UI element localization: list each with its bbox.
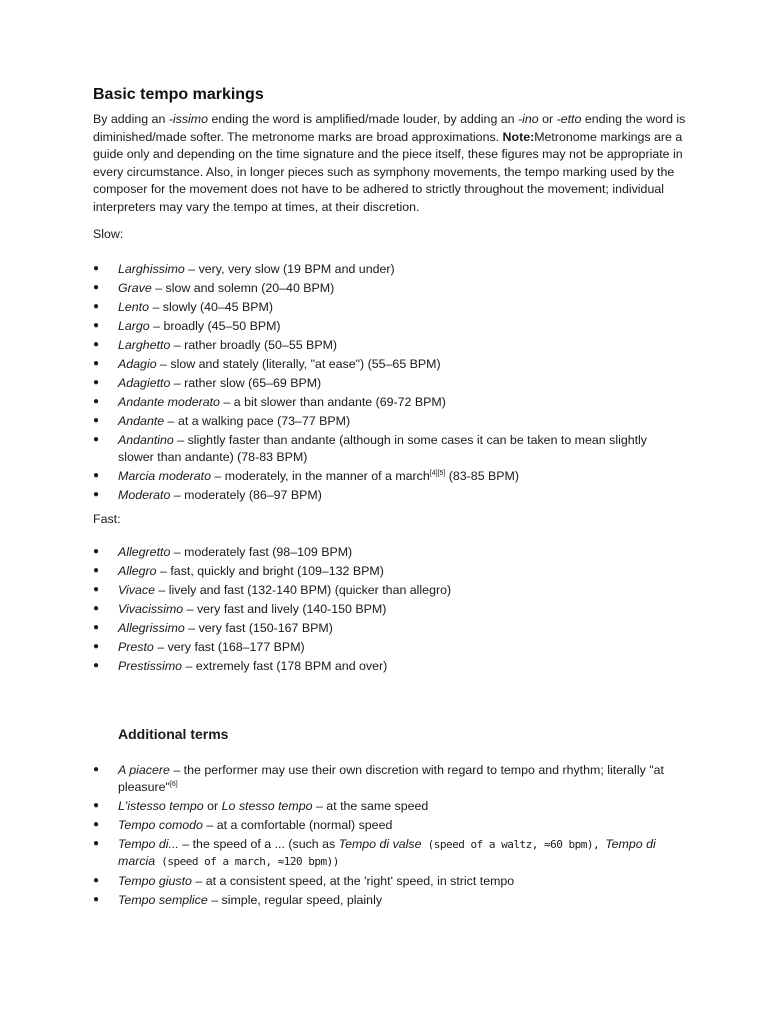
bullet-icon: ● bbox=[93, 799, 100, 811]
tempo-desc: – lively and fast (132-140 BPM) (quicker than allegro) bbox=[154, 583, 452, 597]
bullet-icon: ● bbox=[93, 488, 100, 500]
list-item bbox=[0, 337, 678, 354]
list-item bbox=[0, 432, 678, 465]
bullet-icon: ● bbox=[93, 660, 100, 671]
list-item bbox=[0, 892, 678, 909]
list-item bbox=[0, 375, 678, 392]
tempo-term: Allegretto bbox=[118, 545, 171, 559]
list-item bbox=[0, 836, 678, 871]
list-item bbox=[0, 817, 678, 834]
tempo-term: Tempo di... bbox=[118, 836, 179, 851]
tempo-term: Lento bbox=[118, 300, 150, 314]
page-title: Basic tempo markings bbox=[93, 86, 264, 103]
tempo-term: Tempo giusto bbox=[118, 874, 192, 888]
bullet-icon: ● bbox=[93, 837, 100, 849]
tempo-term: Marcia moderato bbox=[118, 468, 211, 483]
tempo-desc: – at a walking pace (73–77 BPM) bbox=[164, 414, 351, 428]
list-item bbox=[0, 798, 678, 815]
bullet-icon: ● bbox=[93, 396, 100, 407]
tempo-desc: – a bit slower than andante (69-72 BPM) bbox=[219, 395, 446, 409]
intro-text: ending the word is amplified/made louder, by adding an bbox=[208, 112, 518, 126]
tempo-term: Grave bbox=[118, 281, 152, 295]
tempo-term: Tempo semplice bbox=[118, 893, 208, 907]
tempo-term: Tempo di valse bbox=[338, 836, 422, 851]
list-item bbox=[0, 873, 678, 890]
tempo-desc: – the speed of a ... (such as bbox=[178, 836, 339, 851]
fast-label: Fast: bbox=[93, 512, 121, 526]
list-item bbox=[0, 563, 678, 580]
slow-label: Slow: bbox=[93, 227, 124, 241]
tempo-term: Presto bbox=[118, 640, 154, 654]
tempo-desc: (speed of a march, ≈120 bpm)) bbox=[155, 855, 339, 868]
list-item bbox=[0, 582, 678, 599]
tempo-desc: (83-85 BPM) bbox=[445, 468, 520, 483]
list-item bbox=[0, 299, 678, 316]
bullet-icon: ● bbox=[93, 603, 100, 614]
tempo-term: Larghissimo bbox=[118, 262, 185, 276]
fast-tempo-list bbox=[0, 544, 768, 677]
list-item bbox=[0, 394, 678, 411]
intro-text: ending the word is diminished/made softer. The metronome marks are broad approximations. bbox=[93, 112, 686, 144]
tempo-desc: – the performer may use their own discretion with regard to tempo and rhythm; literally "at pleasure" bbox=[118, 763, 664, 794]
bullet-icon: ● bbox=[93, 894, 100, 905]
section-heading-additional-terms: Additional terms bbox=[118, 726, 229, 742]
tempo-desc: – at a consistent speed, at the 'right' speed, in strict tempo bbox=[191, 874, 515, 888]
list-item bbox=[0, 762, 678, 795]
tempo-desc: – moderately fast (98–109 BPM) bbox=[170, 545, 353, 559]
tempo-desc: – fast, quickly and bright (109–132 BPM) bbox=[156, 564, 384, 578]
tempo-term: Adagietto bbox=[118, 376, 171, 390]
tempo-term: L'istesso tempo bbox=[118, 798, 204, 813]
tempo-desc: – slowly (40–45 BPM) bbox=[149, 300, 273, 314]
tempo-desc: – very fast and lively (140-150 BPM) bbox=[183, 602, 387, 616]
intro-suffix-issimo: -issimo bbox=[168, 112, 209, 126]
tempo-desc: – at the same speed bbox=[312, 798, 429, 813]
list-item bbox=[0, 468, 678, 485]
slow-tempo-list bbox=[0, 261, 768, 506]
intro-suffix-ino: -ino bbox=[518, 112, 539, 126]
tempo-desc: – at a comfortable (normal) speed bbox=[202, 817, 393, 832]
bullet-icon: ● bbox=[93, 282, 100, 293]
tempo-term: Lo stesso tempo bbox=[221, 798, 313, 813]
list-item bbox=[0, 544, 678, 561]
bullet-icon: ● bbox=[93, 818, 100, 830]
list-item bbox=[0, 639, 678, 656]
intro-suffix-etto: -etto bbox=[556, 112, 582, 126]
intro-text: or bbox=[538, 112, 557, 126]
list-item bbox=[0, 601, 678, 618]
tempo-desc: – moderately (86–97 BPM) bbox=[170, 487, 322, 502]
additional-terms-list bbox=[0, 762, 768, 911]
bullet-icon: ● bbox=[93, 301, 100, 312]
tempo-desc: – very, very slow (19 BPM and under) bbox=[184, 262, 395, 276]
tempo-desc: (speed of a waltz, ≈60 bpm), bbox=[421, 837, 606, 851]
bullet-icon: ● bbox=[93, 377, 100, 388]
tempo-term: Prestissimo bbox=[118, 659, 183, 673]
bullet-icon: ● bbox=[93, 875, 100, 886]
tempo-term: Tempo di marcia bbox=[118, 836, 656, 868]
tempo-desc: – rather broadly (50–55 BPM) bbox=[170, 338, 338, 352]
bullet-icon: ● bbox=[93, 434, 100, 445]
bullet-icon: ● bbox=[93, 641, 100, 652]
bullet-icon: ● bbox=[93, 584, 100, 595]
citation-link[interactable]: [4][5] bbox=[429, 469, 446, 477]
tempo-desc: – slightly faster than andante (although in some cases it can be taken to mean slightly slower than andante) (78-83 BPM) bbox=[118, 433, 647, 464]
list-item bbox=[0, 280, 678, 297]
intro-text: Metronome markings are a guide only and depending on the time signature and the piece itself, these figures may not be appropriate in every circumstance. Also, in longer pieces such as symphony movements, the tempo marking used by the composer for the movement does not have to be adhered to strictly throughout the movement; individual interpreters may vary the tempo at times, at their discretion. bbox=[93, 129, 683, 214]
bullet-icon: ● bbox=[93, 565, 100, 576]
tempo-desc: – simple, regular speed, plainly bbox=[207, 893, 383, 907]
tempo-desc: – moderately, in the manner of a march bbox=[210, 468, 430, 483]
bullet-icon: ● bbox=[93, 764, 100, 775]
list-item bbox=[0, 261, 678, 278]
tempo-term: Moderato bbox=[118, 487, 171, 502]
tempo-term: Allegro bbox=[118, 564, 157, 578]
intro-note-label: Note: bbox=[502, 129, 535, 144]
tempo-term: Larghetto bbox=[118, 338, 171, 352]
tempo-term: Vivacissimo bbox=[118, 602, 184, 616]
tempo-term: Andante moderato bbox=[118, 395, 220, 409]
tempo-desc: – broadly (45–50 BPM) bbox=[149, 319, 281, 333]
intro-text: By adding an bbox=[93, 112, 169, 126]
tempo-desc: – very fast (150-167 BPM) bbox=[184, 621, 333, 635]
bullet-icon: ● bbox=[93, 339, 100, 350]
bullet-icon: ● bbox=[93, 469, 100, 481]
tempo-term: Andante bbox=[118, 414, 165, 428]
citation-link[interactable]: [6] bbox=[169, 780, 178, 788]
bullet-icon: ● bbox=[93, 320, 100, 331]
bullet-icon: ● bbox=[93, 546, 100, 557]
tempo-term: Andantino bbox=[118, 433, 174, 447]
list-item bbox=[0, 318, 678, 335]
bullet-icon: ● bbox=[93, 358, 100, 369]
bullet-icon: ● bbox=[93, 622, 100, 633]
tempo-term: Adagio bbox=[118, 357, 157, 371]
tempo-desc: – slow and solemn (20–40 BPM) bbox=[151, 281, 335, 295]
bullet-icon: ● bbox=[93, 415, 100, 426]
tempo-term: Allegrissimo bbox=[118, 621, 185, 635]
tempo-term: Vivace bbox=[118, 583, 155, 597]
bullet-icon: ● bbox=[93, 263, 100, 274]
list-item bbox=[0, 413, 678, 430]
list-item bbox=[0, 658, 678, 675]
tempo-term: Largo bbox=[118, 319, 150, 333]
tempo-term: A piacere bbox=[118, 763, 170, 777]
tempo-desc: or bbox=[203, 798, 222, 813]
tempo-desc: – extremely fast (178 BPM and over) bbox=[182, 659, 388, 673]
tempo-term: Tempo comodo bbox=[118, 817, 203, 832]
list-item bbox=[0, 487, 678, 504]
intro-paragraph bbox=[93, 111, 693, 216]
tempo-desc: – rather slow (65–69 BPM) bbox=[170, 376, 322, 390]
tempo-desc: – slow and stately (literally, "at ease") (55–65 BPM) bbox=[156, 357, 441, 371]
list-item bbox=[0, 620, 678, 637]
tempo-desc: – very fast (168–177 BPM) bbox=[153, 640, 305, 654]
list-item bbox=[0, 356, 678, 373]
